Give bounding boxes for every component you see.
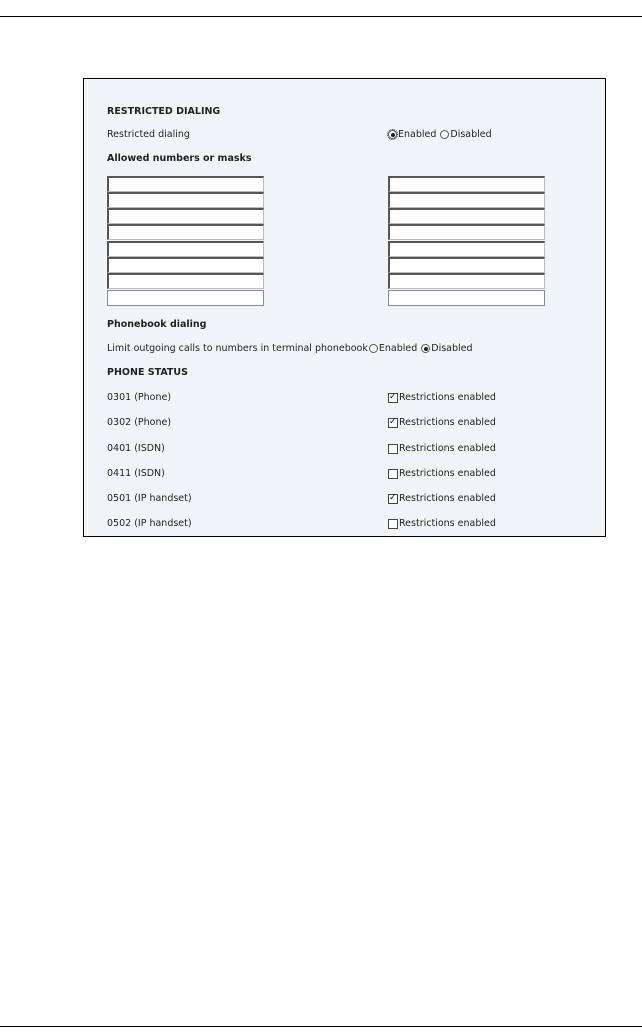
restrictions-checkbox[interactable] — [388, 393, 398, 403]
phone-status-heading: PHONE STATUS — [107, 367, 188, 378]
restricted-dialing-heading: RESTRICTED DIALING — [107, 106, 221, 117]
page-bottom-rule — [0, 1026, 642, 1027]
allowed-number-input[interactable] — [107, 241, 264, 257]
check-icon: ✓ — [389, 416, 397, 427]
allowed-numbers-heading: Allowed numbers or masks — [107, 153, 252, 164]
restrictions-label[interactable]: Restrictions enabled — [399, 417, 496, 428]
page-top-rule — [0, 16, 642, 17]
allowed-number-input[interactable] — [107, 273, 264, 289]
check-icon: ✓ — [389, 391, 397, 402]
phonebook-dialing-enabled-label[interactable]: Enabled — [378, 343, 418, 354]
restricted-dialing-disabled-label[interactable]: Disabled — [450, 129, 492, 140]
allowed-number-input[interactable] — [107, 257, 264, 273]
phone-status-restriction — [388, 468, 496, 479]
restrictions-checkbox[interactable] — [388, 418, 398, 428]
phonebook-dialing-heading: Phonebook dialing — [107, 319, 207, 330]
restrictions-label[interactable]: Restrictions enabled — [399, 493, 496, 504]
phonebook-dialing-row — [107, 343, 477, 354]
phonebook-dialing-enabled-radio[interactable] — [369, 344, 378, 353]
restricted-dialing-options — [388, 129, 496, 140]
allowed-number-input[interactable] — [388, 176, 545, 192]
restricted-dialing-disabled-radio[interactable] — [440, 130, 449, 139]
phone-status-restriction — [388, 493, 496, 504]
allowed-number-input[interactable] — [388, 290, 545, 306]
phone-status-restriction — [388, 443, 496, 454]
phone-status-restriction — [388, 417, 496, 428]
phonebook-dialing-disabled-label[interactable]: Disabled — [431, 343, 473, 354]
phone-status-restriction — [388, 518, 496, 529]
restricted-dialing-enabled-label[interactable]: Enabled — [398, 129, 437, 140]
allowed-number-input[interactable] — [388, 273, 545, 289]
phone-status-name: 0302 (Phone) — [107, 417, 172, 428]
restrictions-label[interactable]: Restrictions enabled — [399, 392, 496, 403]
restricted-dialing-enabled-radio[interactable] — [388, 130, 397, 139]
allowed-number-input[interactable] — [107, 192, 264, 208]
phonebook-dialing-label: Limit outgoing calls to numbers in terminal phonebook — [107, 343, 368, 354]
allowed-number-input[interactable] — [107, 224, 264, 240]
restrictions-checkbox[interactable] — [388, 469, 398, 479]
phone-status-name: 0401 (ISDN) — [107, 443, 165, 454]
restricted-dialing-label: Restricted dialing — [107, 129, 190, 140]
phone-status-name: 0411 (ISDN) — [107, 468, 165, 479]
allowed-number-input[interactable] — [107, 290, 264, 306]
allowed-number-input[interactable] — [388, 224, 545, 240]
check-icon: ✓ — [389, 492, 397, 503]
allowed-number-input[interactable] — [107, 208, 264, 224]
phone-status-name: 0501 (IP handset) — [107, 493, 192, 504]
restrictions-checkbox[interactable] — [388, 494, 398, 504]
restricted-dialing-panel — [83, 78, 606, 537]
restrictions-checkbox[interactable] — [388, 519, 398, 529]
phone-status-name: 0301 (Phone) — [107, 392, 172, 403]
phonebook-dialing-disabled-radio[interactable] — [421, 344, 430, 353]
allowed-number-input[interactable] — [388, 192, 545, 208]
phone-status-name: 0502 (IP handset) — [107, 518, 192, 529]
restrictions-label[interactable]: Restrictions enabled — [399, 468, 496, 479]
restrictions-checkbox[interactable] — [388, 444, 398, 454]
allowed-number-input[interactable] — [388, 208, 545, 224]
allowed-number-input[interactable] — [388, 241, 545, 257]
phone-status-restriction — [388, 392, 496, 403]
restrictions-label[interactable]: Restrictions enabled — [399, 518, 496, 529]
allowed-number-input[interactable] — [388, 257, 545, 273]
restrictions-label[interactable]: Restrictions enabled — [399, 443, 496, 454]
allowed-number-input[interactable] — [107, 176, 264, 192]
